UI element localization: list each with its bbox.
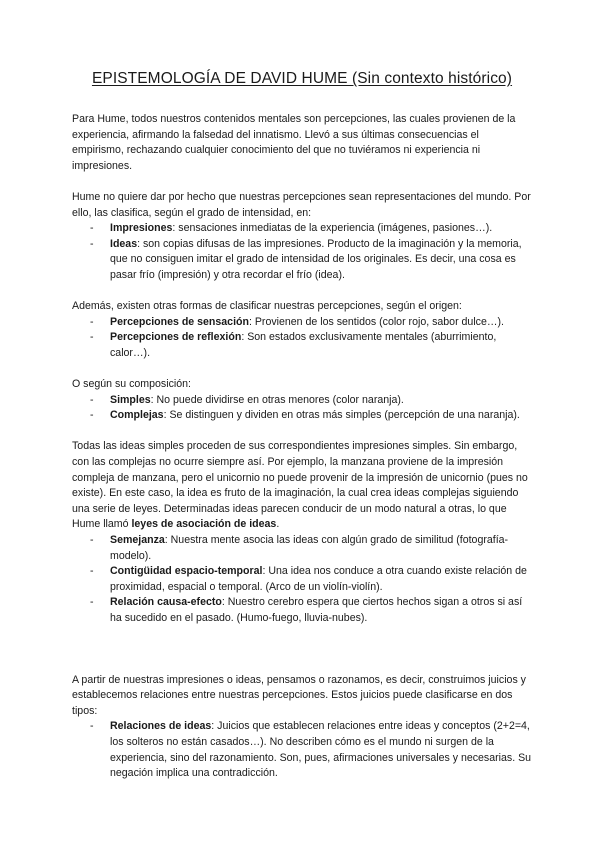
list-item: - Relaciones de ideas: Juicios que establecen relaciones entre ideas y conceptos (2+2=4, los solteros no están casados…). No describen cómo es el mundo ni surgen de la experiencia, sino del razonamiento. Son, pues, afirmaciones universales y necesarias. Su negación implica una contradicción.: [90, 720, 532, 780]
list-item: - Ideas: son copias difusas de las impresiones. Producto de la imaginación y la memoria, que no consiguen imitar el grado de intensidad de los originales. Es decir, una cosa es pasar frío (impresión) y otra recordar el frío (idea).: [90, 237, 522, 281]
list-judgments: [72, 719, 532, 781]
paragraph-composition: O según su composición:: [72, 378, 191, 391]
paragraph-intro: Para Hume, todos nuestros contenidos mentales son percepciones, las cuales provienen de la experiencia, afirmando la falsedad del innatismo. Llevó a sus últimas consecuencias el empirismo, rechazando cualquier conocimiento del que no tuviéramos ni experiencia ni impresiones.: [72, 113, 516, 172]
list-item: - Relación causa-efecto: Nuestro cerebro espera que ciertos hechos sigan a otros si así ha sucedido en el pasado. (Humo-fuego, lluvia-nubes).: [90, 596, 523, 624]
list-origin: [72, 315, 532, 362]
list-composition: [72, 393, 532, 424]
list-item: - Percepciones de sensación: Provienen de los sentidos (color rojo, sabor dulce…).: [90, 315, 504, 328]
paragraph-association: Todas las ideas simples proceden de sus correspondientes impresiones simples. Sin embargo, con las complejas no ocurre siempre así. Por ejemplo, la manzana proviene de la impresión compleja de manzana, pero el unicornio no puede provenir de la impresión de unicornio (pues no existe). En este caso, la idea es fruto de la imaginación, la cual crea ideas complejas siguiendo una serie de leyes. Determinadas ideas parecen conducir de un modo natural a otras, lo que Hume llamó leyes de asociación de ideas.: [72, 440, 528, 531]
list-intensity: [72, 221, 532, 283]
list-item: - Contigüidad espacio-temporal: Una idea nos conduce a otra cuando existe relación de proximidad, espacial o temporal. (Arco de un violín-violín).: [90, 565, 527, 593]
list-item: - Percepciones de reflexión: Son estados exclusivamente mentales (aburrimiento, calor…).: [90, 331, 497, 359]
paragraph-intensity: Hume no quiere dar por hecho que nuestras percepciones sean representaciones del mundo. Por ello, las clasifica, según el grado de intensidad, en:: [72, 190, 531, 219]
paragraph-origin: Además, existen otras formas de clasificar nuestras percepciones, según el origen:: [72, 300, 462, 313]
list-item: - Complejas: Se distinguen y dividen en otras más simples (percepción de una naranja).: [90, 409, 520, 422]
document-title: EPISTEMOLOGÍA DE DAVID HUME (Sin contexto histórico): [91, 70, 513, 87]
list-item: - Simples: No puede dividirse en otras menores (color naranja).: [90, 393, 404, 406]
list-item: - Semejanza: Nuestra mente asocia las ideas con algún grado de similitud (fotografía-modelo).: [90, 534, 509, 562]
list-association-laws: [72, 533, 532, 627]
paragraph-judgments: A partir de nuestras impresiones o ideas, pensamos o razonamos, es decir, construimos juicios y establecemos relaciones entre nuestras percepciones. Estos juicios puede clasificarse en dos tipos:: [72, 673, 526, 717]
list-item: - Impresiones: sensaciones inmediatas de la experiencia (imágenes, pasiones…).: [90, 222, 493, 235]
